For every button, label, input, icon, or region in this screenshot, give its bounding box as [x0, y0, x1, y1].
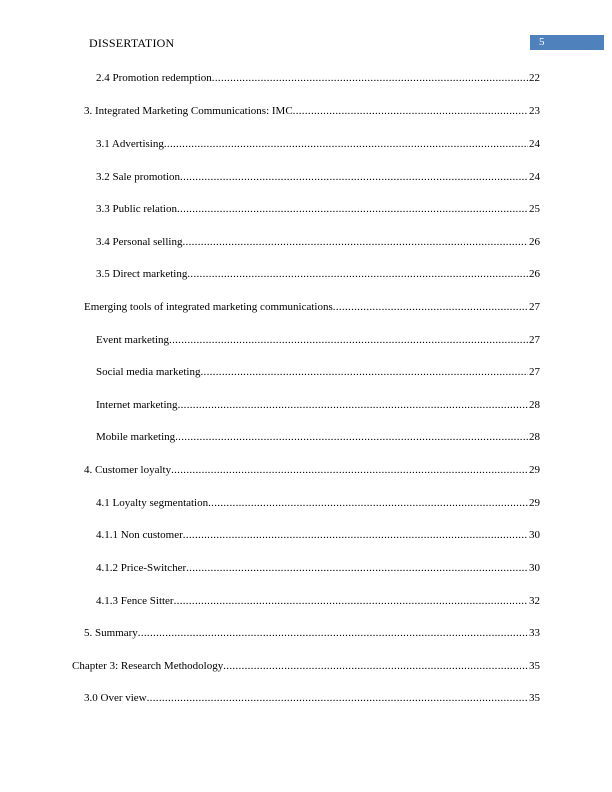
toc-entry-page: 28	[529, 431, 540, 443]
toc-dot-leader	[138, 627, 528, 640]
toc-entry-page: 35	[529, 660, 540, 672]
toc-entry-page: 25	[529, 203, 540, 215]
toc-dot-leader	[147, 692, 528, 705]
toc-entry-label: 2.4 Promotion redemption	[96, 72, 212, 84]
toc-entry-label: 3.3 Public relation	[96, 203, 177, 215]
toc-entry-label: 4.1.2 Price-Switcher	[96, 562, 187, 574]
toc-entry[interactable]	[96, 268, 540, 281]
toc-entry-label: Event marketing	[96, 334, 170, 346]
toc-dot-leader	[293, 105, 528, 118]
toc-entry[interactable]	[84, 105, 540, 118]
toc-entry-label: 4. Customer loyalty	[84, 464, 172, 476]
toc-dot-leader	[177, 203, 528, 216]
running-header-title: DISSERTATION	[89, 36, 175, 50]
toc-entry-page: 22	[529, 72, 540, 84]
toc-entry-page: 27	[529, 366, 540, 378]
toc-entry[interactable]	[96, 334, 540, 347]
toc-entry-label: 5. Summary	[84, 627, 138, 639]
toc-entry[interactable]	[96, 171, 540, 184]
toc-entry-label: Chapter 3: Research Methodology	[72, 660, 224, 672]
toc-entry[interactable]	[96, 431, 540, 444]
toc-dot-leader	[208, 497, 528, 510]
toc-dot-leader	[200, 366, 528, 379]
toc-entry[interactable]	[84, 627, 540, 640]
toc-entry-label: 4.1 Loyalty segmentation	[96, 497, 209, 509]
toc-entry-label: 3.4 Personal selling	[96, 236, 183, 248]
toc-entry[interactable]	[96, 203, 540, 216]
toc-entry[interactable]	[96, 72, 540, 85]
toc-entry-label: 4.1.1 Non customer	[96, 529, 183, 541]
toc-entry-page: 23	[529, 105, 540, 117]
toc-entry[interactable]	[96, 236, 540, 249]
toc-entry-page: 32	[529, 595, 540, 607]
toc-entry[interactable]	[96, 497, 540, 510]
toc-dot-leader	[171, 464, 528, 477]
toc-dot-leader	[186, 562, 528, 575]
toc-dot-leader	[169, 334, 528, 347]
toc-entry-label: 3.2 Sale promotion	[96, 171, 181, 183]
toc-entry[interactable]	[84, 301, 540, 314]
toc-entry-label: Social media marketing	[96, 366, 201, 378]
toc-entry-label: 3. Integrated Marketing Communications: IMC	[84, 105, 293, 117]
toc-entry-page: 24	[529, 171, 540, 183]
page-number-badge: 5	[530, 35, 604, 50]
toc-entry-page: 26	[529, 236, 540, 248]
toc-entry-page: 27	[529, 301, 540, 313]
toc-dot-leader	[174, 595, 528, 608]
toc-entry-page: 35	[529, 692, 540, 704]
toc-entry-label: 3.0 Over view	[84, 692, 147, 704]
toc-entry-page: 33	[529, 627, 540, 639]
toc-entry-page: 26	[529, 268, 540, 280]
toc-dot-leader	[183, 529, 528, 542]
toc-entry[interactable]	[96, 138, 540, 151]
toc-dot-leader	[178, 399, 528, 412]
toc-entry[interactable]	[96, 529, 540, 542]
toc-entry-page: 30	[529, 529, 540, 541]
toc-entry[interactable]	[96, 366, 540, 379]
toc-entry-label: 3.5 Direct marketing	[96, 268, 188, 280]
toc-dot-leader	[333, 301, 528, 314]
toc-dot-leader	[223, 660, 528, 673]
toc-entry[interactable]	[96, 595, 540, 608]
toc-entry-label: Emerging tools of integrated marketing communications	[84, 301, 333, 313]
toc-entry[interactable]	[84, 464, 540, 477]
toc-entry[interactable]	[72, 660, 540, 673]
toc-entry-page: 29	[529, 497, 540, 509]
toc-entry-page: 24	[529, 138, 540, 150]
toc-entry-label: 4.1.3 Fence Sitter	[96, 595, 174, 607]
toc-entry-label: Internet marketing	[96, 399, 178, 411]
toc-entry-page: 30	[529, 562, 540, 574]
toc-entry-page: 27	[529, 334, 540, 346]
toc-dot-leader	[164, 138, 528, 151]
toc-entry-label: Mobile marketing	[96, 431, 176, 443]
toc-entry[interactable]	[84, 692, 540, 705]
toc-dot-leader	[182, 236, 528, 249]
toc-entry-page: 29	[529, 464, 540, 476]
toc-dot-leader	[187, 268, 528, 281]
toc-dot-leader	[180, 171, 528, 184]
toc-entry-page: 28	[529, 399, 540, 411]
toc-entry[interactable]	[96, 562, 540, 575]
toc-dot-leader	[212, 72, 528, 85]
toc-entry-label: 3.1 Advertising	[96, 138, 164, 150]
toc-dot-leader	[175, 431, 528, 444]
toc-entry[interactable]	[96, 399, 540, 412]
